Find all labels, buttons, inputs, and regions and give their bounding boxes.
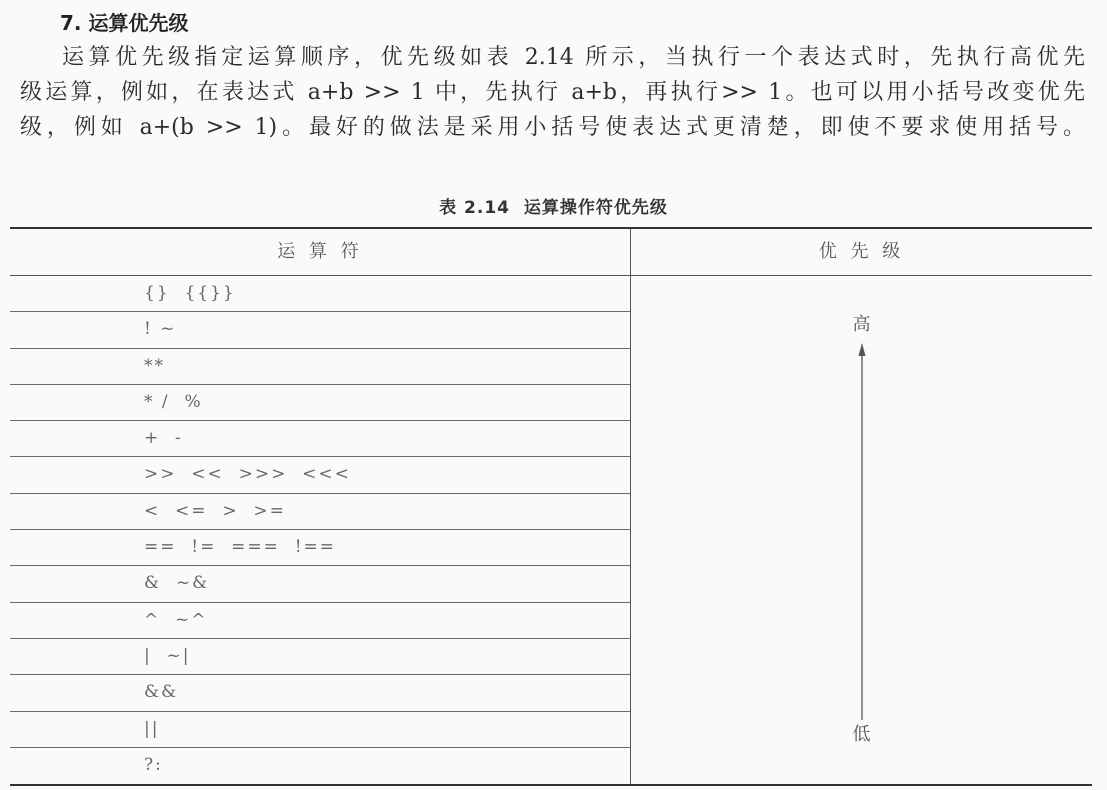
table-caption: 表 2.14 运算操作符优先级	[439, 198, 668, 218]
operator-row: | ~|	[10, 639, 630, 675]
table-body	[10, 276, 1092, 786]
priority-high-label: 高	[852, 314, 871, 335]
priority-column	[631, 276, 1092, 784]
operator-row: ^ ~^	[10, 603, 630, 639]
operator-row: ! ~	[10, 312, 630, 348]
up-arrow-icon	[856, 343, 868, 720]
precedence-table	[10, 227, 1092, 786]
priority-low-label: 低	[852, 724, 871, 745]
operator-row: < <= > >=	[10, 494, 630, 530]
operator-row: & ~&	[10, 566, 630, 602]
operator-row: {} {{}}	[10, 276, 630, 312]
operator-row: + -	[10, 421, 630, 457]
operator-row: ||	[10, 712, 630, 748]
body-paragraph	[20, 40, 1085, 145]
operator-row: >> << >>> <<<	[10, 457, 630, 493]
operator-row: &&	[10, 675, 630, 711]
section-heading: 7. 运算优先级	[60, 11, 189, 35]
header-operators: 运 算 符	[10, 229, 631, 275]
paragraph-line: 级，例如 a+(b >> 1)。最好的做法是采用小括号使表达式更清楚，即使不要求使用括号。	[20, 115, 1085, 140]
operator-row: ?:	[144, 754, 163, 775]
operator-row: == != === !==	[10, 530, 630, 566]
operator-row: * / %	[10, 385, 630, 421]
header-priority: 优 先 级	[818, 241, 905, 262]
operator-row: **	[10, 349, 630, 385]
paragraph-line: 级运算，例如，在表达式 a+b >> 1 中，先执行 a+b，再执行>> 1。也可以用小括号改变优先	[20, 80, 1085, 105]
paragraph-line: 运算优先级指定运算顺序，优先级如表 2.14 所示，当执行一个表达式时，先执行高优先	[62, 45, 1085, 70]
table-header	[10, 227, 1092, 276]
operators-column	[10, 276, 631, 784]
